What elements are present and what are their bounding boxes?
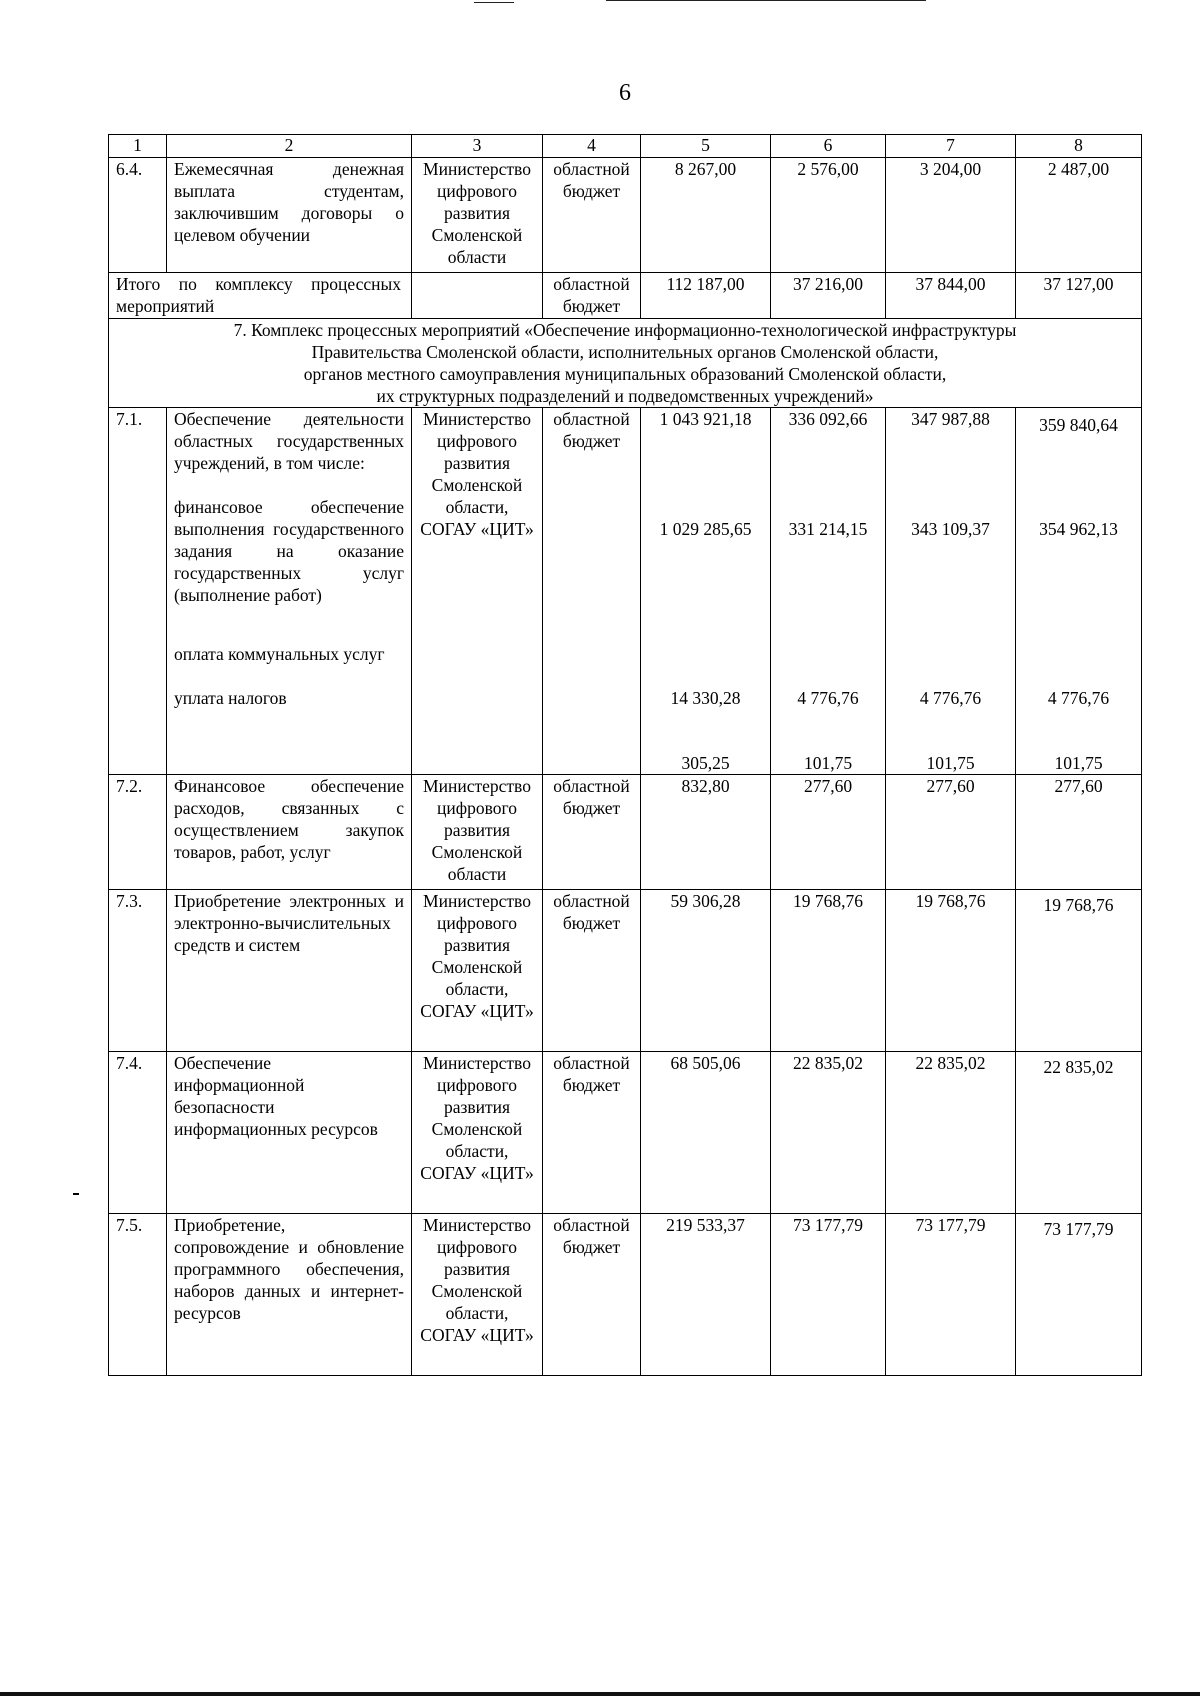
value-year-3: 37 127,00 <box>1016 273 1142 319</box>
value-year-2: 347 987,88 <box>911 409 990 429</box>
value-year-1: 277,60 <box>771 775 886 890</box>
table-row-7-4 <box>109 1052 1142 1214</box>
value-year-1: 2 576,00 <box>771 158 886 273</box>
value-year-3: 73 177,79 <box>1016 1214 1142 1376</box>
section-heading-line: 7. Комплекс процессных мероприятий «Обеспечение информационно-технологической инфраструктуры <box>233 320 1017 340</box>
value-total: 832,80 <box>641 775 771 890</box>
funding-source: областной бюджет <box>543 775 641 890</box>
section-heading-row <box>109 319 1142 408</box>
header-cell: 2 <box>167 135 412 158</box>
executor: Министерство цифрового развития Смоленской области <box>412 775 543 890</box>
sub-item-name: финансовое обеспечение выполнения государственного задания на оказание государственных услуг (выполнение работ) <box>174 497 404 605</box>
value-year-2: 22 835,02 <box>886 1052 1016 1214</box>
section-heading-line: Правительства Смоленской области, исполнительных органов Смоленской области, <box>311 342 939 362</box>
section-heading-line: их структурных подразделений и подведомственных учреждений» <box>376 386 874 406</box>
measure-name: Финансовое обеспечение расходов, связанных с осуществлением закупок товаров, работ, услуг <box>167 775 412 890</box>
header-cell: 1 <box>109 135 167 158</box>
value-year-3-cell <box>1016 408 1142 775</box>
sub-value: 4 776,76 <box>797 688 859 708</box>
value-year-3: 22 835,02 <box>1016 1052 1142 1214</box>
table-row-7-5 <box>109 1214 1142 1376</box>
executor-empty <box>412 273 543 319</box>
value-year-2-cell <box>886 408 1016 775</box>
sub-value: 305,25 <box>681 753 730 773</box>
executor: Министерство цифрового развития Смоленской области <box>412 158 543 273</box>
scan-edge-top-left <box>474 2 514 3</box>
executor: Министерство цифрового развития Смоленской области, СОГАУ «ЦИТ» <box>412 408 543 775</box>
table-row-6-4 <box>109 158 1142 273</box>
header-cell: 5 <box>641 135 771 158</box>
sub-value: 354 962,13 <box>1039 519 1118 539</box>
value-year-2: 37 844,00 <box>886 273 1016 319</box>
executor: Министерство цифрового развития Смоленской области, СОГАУ «ЦИТ» <box>412 1052 543 1214</box>
executor: Министерство цифрового развития Смоленской области, СОГАУ «ЦИТ» <box>412 1214 543 1376</box>
budget-table <box>108 134 1142 1376</box>
sub-value: 4 776,76 <box>919 688 982 708</box>
measure-name: Ежемесячная денежная выплата студентам, заключившим договоры о целевом обучении <box>167 158 412 273</box>
value-year-1: 19 768,76 <box>771 890 886 1052</box>
value-year-1: 22 835,02 <box>771 1052 886 1214</box>
header-cell: 6 <box>771 135 886 158</box>
scan-dot <box>73 1193 79 1195</box>
section-heading-line: органов местного самоуправления муниципальных образований Смоленской области, <box>303 364 947 384</box>
measure-name-cell <box>167 408 412 775</box>
measure-name: Обеспечение деятельности областных государственных учреждений, в том числе: <box>174 409 404 473</box>
table-row-7-3 <box>109 890 1142 1052</box>
table-header-row <box>109 135 1142 158</box>
value-year-2: 19 768,76 <box>886 890 1016 1052</box>
sub-item-name: оплата коммунальных услуг <box>174 644 385 664</box>
value-year-2: 277,60 <box>886 775 1016 890</box>
sub-value: 101,75 <box>803 753 853 773</box>
value-total-cell <box>641 408 771 775</box>
value-total: 1 043 921,18 <box>659 409 752 429</box>
funding-source: областной бюджет <box>543 1052 641 1214</box>
value-total: 112 187,00 <box>641 273 771 319</box>
value-total: 219 533,37 <box>641 1214 771 1376</box>
table-row-total <box>109 273 1142 319</box>
funding-source: областной бюджет <box>543 1214 641 1376</box>
funding-source: областной бюджет <box>543 158 641 273</box>
measure-name: Обеспечение информационной безопасности информационных ресурсов <box>167 1052 412 1214</box>
header-cell: 7 <box>886 135 1016 158</box>
row-number: 7.4. <box>109 1052 167 1214</box>
executor: Министерство цифрового развития Смоленской области, СОГАУ «ЦИТ» <box>412 890 543 1052</box>
scan-edge-top <box>606 0 926 1</box>
measure-name: Приобретение, сопровождение и обновление программного обеспечения, наборов данных и интернет-ресурсов <box>167 1214 412 1376</box>
page-number: 6 <box>619 80 631 106</box>
sub-value: 4 776,76 <box>1047 688 1110 708</box>
measure-name: Приобретение электронных и электронно-вычислительных средств и систем <box>167 890 412 1052</box>
row-number: 7.3. <box>109 890 167 1052</box>
row-number: 6.4. <box>109 158 167 273</box>
value-total: 8 267,00 <box>641 158 771 273</box>
table-row-7-2 <box>109 775 1142 890</box>
sub-value: 1 029 285,65 <box>659 519 752 539</box>
value-year-3: 359 840,64 <box>1039 415 1118 435</box>
header-cell: 4 <box>543 135 641 158</box>
row-number: 7.1. <box>109 408 167 775</box>
sub-value: 14 330,28 <box>670 688 741 708</box>
scan-edge-bottom <box>0 1692 1200 1696</box>
value-total: 68 505,06 <box>641 1052 771 1214</box>
value-year-3: 19 768,76 <box>1016 890 1142 1052</box>
sub-value: 101,75 <box>926 753 975 773</box>
row-number: 7.5. <box>109 1214 167 1376</box>
total-label: Итого по комплексу процессных мероприятий <box>109 273 412 319</box>
value-year-1: 336 092,66 <box>788 409 868 429</box>
header-cell: 3 <box>412 135 543 158</box>
row-number: 7.2. <box>109 775 167 890</box>
section-heading <box>109 319 1142 408</box>
value-year-1: 73 177,79 <box>771 1214 886 1376</box>
funding-source: областной бюджет <box>543 890 641 1052</box>
sub-value: 101,75 <box>1054 753 1103 773</box>
sub-value: 343 109,37 <box>911 519 990 539</box>
value-total: 59 306,28 <box>641 890 771 1052</box>
sub-value: 331 214,15 <box>788 519 868 539</box>
value-year-3: 277,60 <box>1016 775 1142 890</box>
table-row-7-1 <box>109 408 1142 775</box>
value-year-1: 37 216,00 <box>771 273 886 319</box>
funding-source: областной бюджет <box>543 273 641 319</box>
value-year-2: 73 177,79 <box>886 1214 1016 1376</box>
header-cell: 8 <box>1016 135 1142 158</box>
value-year-2: 3 204,00 <box>886 158 1016 273</box>
value-year-3: 2 487,00 <box>1016 158 1142 273</box>
funding-source: областной бюджет <box>543 408 641 775</box>
value-year-1-cell <box>771 408 886 775</box>
sub-item-name: уплата налогов <box>174 688 287 708</box>
